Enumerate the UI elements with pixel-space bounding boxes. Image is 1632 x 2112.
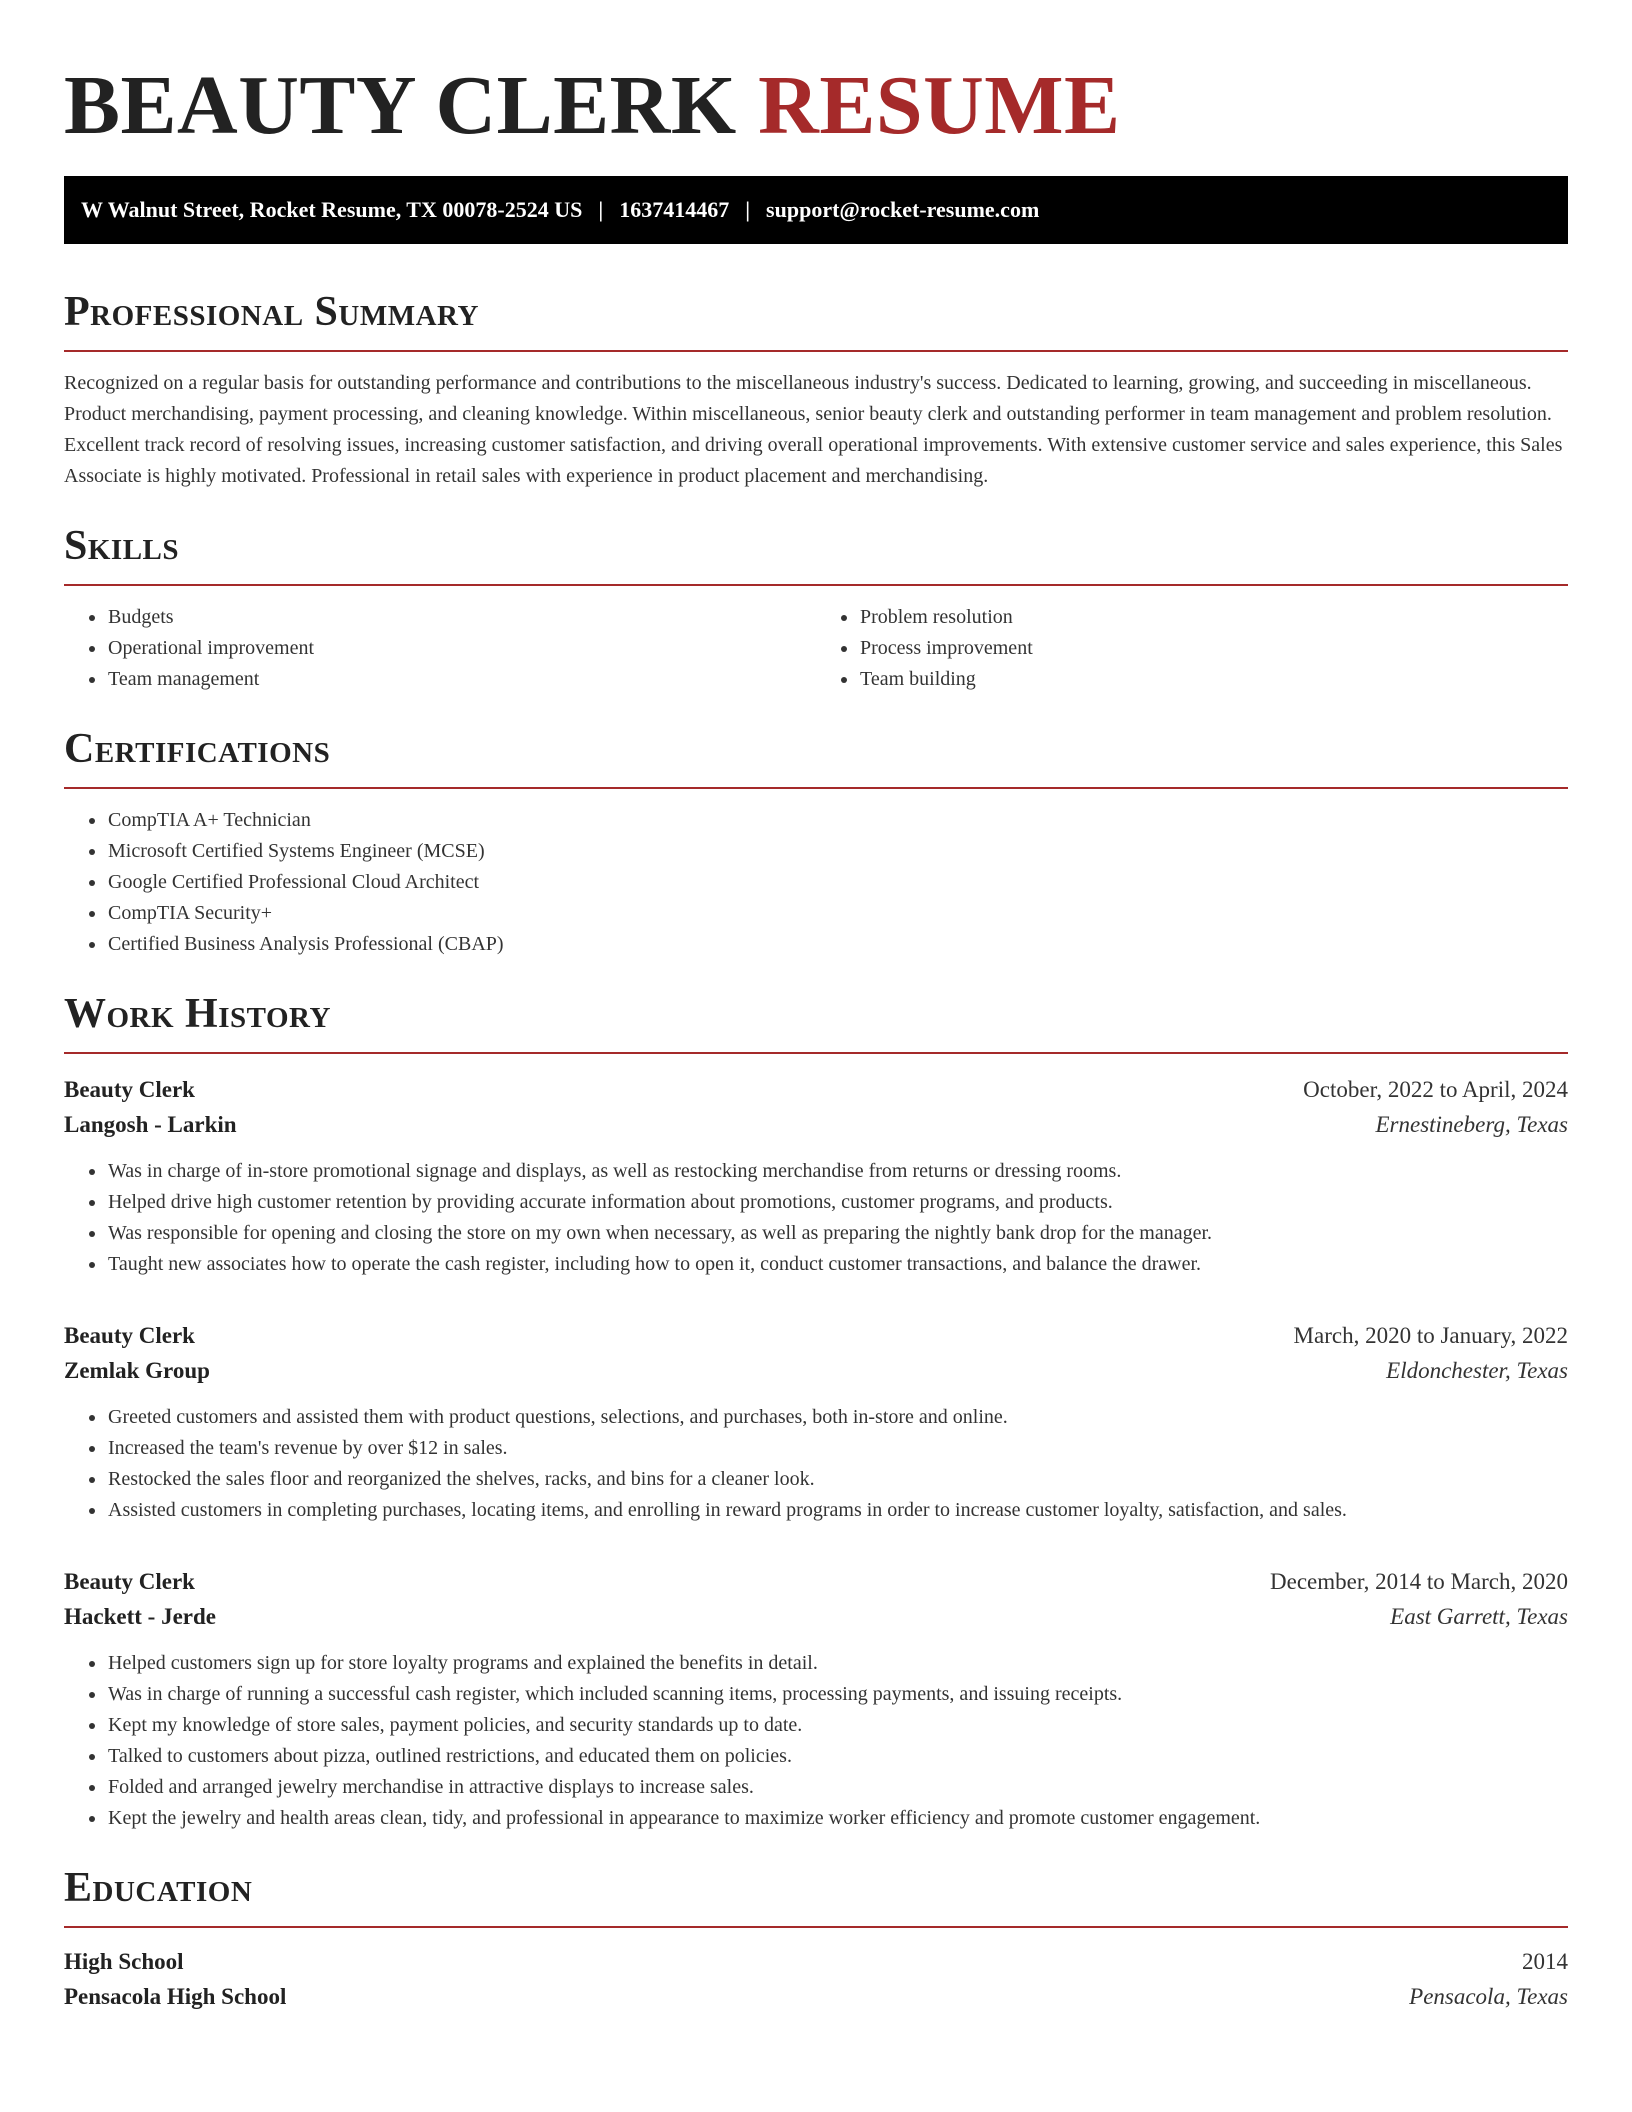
education-degree: High School	[64, 1949, 184, 1974]
job-title: Beauty Clerk	[64, 1077, 195, 1102]
job-bullet: • Restocked the sales floor and reorganized the shelves, racks, and bins for a cleaner look.	[107, 1464, 1568, 1495]
section-divider	[64, 787, 1568, 789]
title-main: BEAUTY CLERK	[64, 59, 737, 152]
job-entry	[64, 1318, 1568, 1526]
contact-phone[interactable]: 1637414467	[619, 197, 730, 222]
skill-item: • Problem resolution	[859, 602, 1568, 633]
skill-item: • Team management	[107, 664, 816, 695]
job-company: Hackett - Jerde	[64, 1604, 216, 1629]
job-bullets	[64, 1402, 1568, 1526]
job-company-row	[64, 1353, 1568, 1388]
work-history-heading: Work History	[64, 991, 331, 1037]
skill-item: • Team building	[859, 664, 1568, 695]
job-bullet: • Was in charge of in-store promotional signage and displays, as well as restocking merchandise from returns or dressing rooms.	[107, 1156, 1568, 1187]
job-dates: December, 2014 to March, 2020	[1270, 1569, 1568, 1594]
certification-item: • CompTIA Security+	[107, 898, 1568, 929]
education-degree-row	[64, 1944, 1568, 1979]
job-bullet: • Assisted customers in completing purchases, locating items, and enrolling in reward programs in order to increase customer loyalty, satisfaction, and sales.	[107, 1495, 1568, 1526]
job-title-row	[64, 1318, 1568, 1353]
contact-email[interactable]: support@rocket-resume.com	[766, 197, 1040, 222]
skill-item: • Operational improvement	[107, 633, 816, 664]
section-divider	[64, 584, 1568, 586]
education-section	[64, 1864, 1568, 2014]
section-divider	[64, 1052, 1568, 1054]
job-title-row	[64, 1564, 1568, 1599]
skills-list-right	[816, 602, 1568, 695]
section-divider	[64, 1926, 1568, 1928]
skills-grid	[64, 602, 1568, 695]
certifications-list	[64, 805, 1568, 960]
contact-separator: |	[598, 197, 604, 222]
job-bullet: • Taught new associates how to operate the cash register, including how to open it, conduct customer transactions, and balance the drawer.	[107, 1249, 1568, 1280]
resume-title	[64, 56, 1568, 156]
job-location: Ernestineberg, Texas	[1375, 1112, 1568, 1137]
education-location: Pensacola, Texas	[1409, 1984, 1568, 2009]
certification-item: • CompTIA A+ Technician	[107, 805, 1568, 836]
job-title: Beauty Clerk	[64, 1323, 195, 1348]
work-history-section	[64, 990, 1568, 1834]
education-year: 2014	[1522, 1949, 1568, 1974]
skills-heading: Skills	[64, 523, 180, 569]
contact-separator: |	[745, 197, 751, 222]
summary-section	[64, 288, 1568, 492]
certifications-section	[64, 725, 1568, 960]
job-location: East Garrett, Texas	[1390, 1604, 1568, 1629]
education-school: Pensacola High School	[64, 1984, 287, 2009]
summary-text: Recognized on a regular basis for outstanding performance and contributions to the miscellaneous industry's success. Dedicated to learning, growing, and succeeding in miscellaneous. Product merchandising, payment processing, and cleaning knowledge. Within miscellaneous, senior beauty clerk and outstanding performer in team management and problem resolution. Excellent track record of resolving issues, increasing customer satisfaction, and driving overall operational improvements. With extensive customer service and sales experience, this Sales Associate is highly motivated. Professional in retail sales with experience in product placement and merchandising.	[64, 372, 1563, 487]
education-school-row	[64, 1979, 1568, 2014]
certifications-heading: Certifications	[64, 726, 331, 772]
skill-item: • Process improvement	[859, 633, 1568, 664]
job-bullet: • Was in charge of running a successful cash register, which included scanning items, processing payments, and issuing receipts.	[107, 1679, 1568, 1710]
skills-section	[64, 522, 1568, 695]
job-company: Zemlak Group	[64, 1358, 210, 1383]
job-bullet: • Was responsible for opening and closing the store on my own when necessary, as well as preparing the nightly bank drop for the manager.	[107, 1218, 1568, 1249]
summary-heading: Professional Summary	[64, 289, 479, 335]
job-entry	[64, 1564, 1568, 1834]
title-accent: RESUME	[758, 59, 1121, 152]
section-divider	[64, 350, 1568, 352]
job-dates: March, 2020 to January, 2022	[1293, 1323, 1568, 1348]
job-bullet: • Kept the jewelry and health areas clean, tidy, and professional in appearance to maximize worker efficiency and promote customer engagement.	[107, 1803, 1568, 1834]
skills-list-left	[64, 602, 816, 695]
job-company-row	[64, 1107, 1568, 1142]
contact-address: W Walnut Street, Rocket Resume, TX 00078-2524 US	[81, 197, 583, 222]
education-heading: Education	[64, 1865, 253, 1911]
job-bullet: • Increased the team's revenue by over $12 in sales.	[107, 1433, 1568, 1464]
job-bullet: • Folded and arranged jewelry merchandise in attractive displays to increase sales.	[107, 1772, 1568, 1803]
job-title-row	[64, 1072, 1568, 1107]
job-title: Beauty Clerk	[64, 1569, 195, 1594]
job-dates: October, 2022 to April, 2024	[1303, 1077, 1568, 1102]
job-entry	[64, 1072, 1568, 1280]
job-bullet: • Helped customers sign up for store loyalty programs and explained the benefits in detail.	[107, 1648, 1568, 1679]
job-bullet: • Talked to customers about pizza, outlined restrictions, and educated them on policies.	[107, 1741, 1568, 1772]
certification-item: • Microsoft Certified Systems Engineer (MCSE)	[107, 836, 1568, 867]
job-location: Eldonchester, Texas	[1386, 1358, 1568, 1383]
job-bullet: • Kept my knowledge of store sales, payment policies, and security standards up to date.	[107, 1710, 1568, 1741]
skill-item: • Budgets	[107, 602, 816, 633]
certification-item: • Google Certified Professional Cloud Architect	[107, 867, 1568, 898]
job-company: Langosh - Larkin	[64, 1112, 237, 1137]
education-entry	[64, 1944, 1568, 2014]
certification-item: • Certified Business Analysis Professional (CBAP)	[107, 929, 1568, 960]
job-company-row	[64, 1599, 1568, 1634]
contact-bar	[64, 176, 1568, 244]
job-bullet: • Greeted customers and assisted them with product questions, selections, and purchases, both in-store and online.	[107, 1402, 1568, 1433]
job-bullets	[64, 1648, 1568, 1834]
job-bullet: • Helped drive high customer retention by providing accurate information about promotions, customer programs, and products.	[107, 1187, 1568, 1218]
job-bullets	[64, 1156, 1568, 1280]
